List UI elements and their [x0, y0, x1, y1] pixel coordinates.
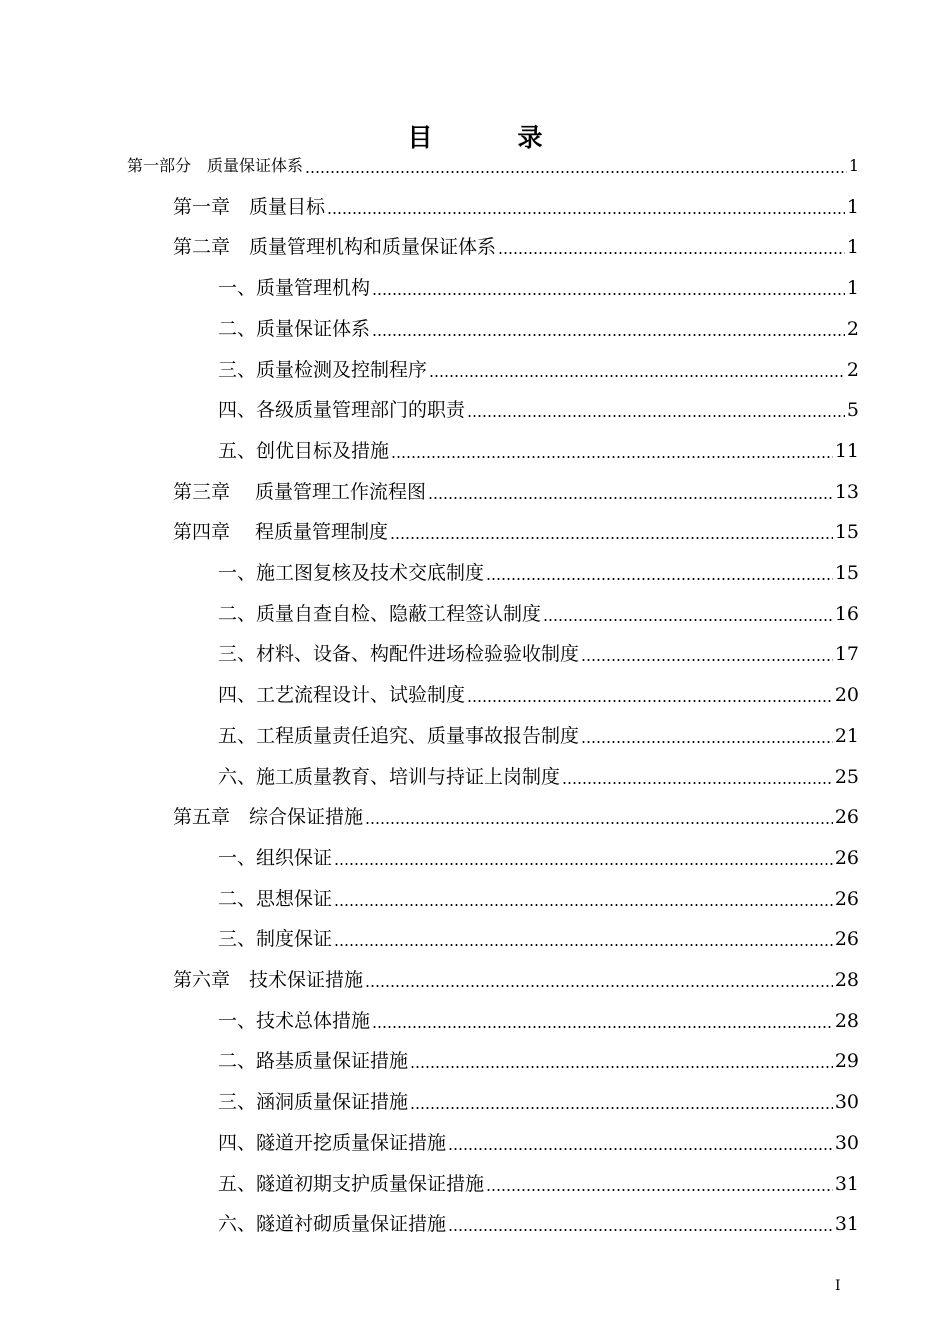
toc-entry-label: 二、思想保证 [218, 887, 333, 910]
dot-leader [448, 1222, 833, 1232]
footer-page-number: I [835, 1278, 841, 1294]
toc-entry[interactable] [218, 1130, 859, 1156]
dot-leader [410, 1100, 833, 1110]
toc-entry-page-number: 15 [834, 562, 859, 584]
toc-entry[interactable] [218, 601, 859, 627]
toc-entry[interactable] [127, 153, 859, 179]
toc-entry[interactable] [173, 519, 859, 545]
toc-entry-label: 四、工艺流程设计、试验制度 [218, 684, 466, 707]
toc-entry-page-number: 2 [846, 317, 859, 340]
toc-entry-page-number: 1 [846, 236, 859, 259]
toc-entry-page-number: 26 [834, 928, 859, 951]
toc-entry-label: 第三章 质量管理工作流程图 [173, 480, 427, 503]
toc-entry-label: 二、质量自查自检、隐蔽工程签认制度 [218, 602, 542, 625]
toc-entry[interactable] [218, 764, 859, 790]
toc-entry[interactable] [218, 1211, 859, 1237]
toc-entry-label: 第一部分 质量保证体系 [127, 156, 304, 175]
toc-entry-label: 三、质量检测及控制程序 [218, 358, 428, 381]
toc-entry-label: 一、施工图复核及技术交底制度 [218, 562, 485, 584]
dot-leader [390, 530, 833, 540]
toc-entry-page-number: 1 [846, 277, 859, 300]
toc-entry-page-number: 29 [834, 1050, 859, 1073]
dot-leader [372, 286, 845, 296]
toc-entry-label: 三、制度保证 [218, 928, 333, 951]
toc-entry-label: 一、技术总体措施 [218, 1009, 371, 1032]
toc-entry-label: 二、质量保证体系 [218, 317, 371, 340]
dot-leader [365, 815, 833, 825]
dot-leader [429, 368, 845, 378]
toc-entry[interactable] [218, 1171, 859, 1197]
dot-leader [365, 978, 833, 988]
toc-entry-page-number: 30 [834, 1131, 859, 1154]
toc-entry[interactable] [218, 723, 859, 749]
toc-entry-page-number: 11 [834, 439, 859, 462]
toc-entry[interactable] [218, 682, 859, 708]
dot-leader [372, 1019, 833, 1029]
toc-entry-page-number: 31 [834, 1213, 859, 1236]
toc-entry-label: 四、隧道开挖质量保证措施 [218, 1131, 447, 1154]
toc-entry[interactable] [218, 357, 859, 383]
toc-entry-page-number: 28 [834, 969, 859, 991]
toc-entry[interactable] [218, 1008, 859, 1034]
toc-entry-page-number: 26 [834, 887, 859, 910]
toc-entry-page-number: 2 [846, 358, 859, 381]
toc-entry-page-number: 25 [834, 765, 859, 788]
toc-entry-label: 三、材料、设备、构配件进场检验验收制度 [218, 643, 580, 666]
dot-leader [448, 1141, 833, 1151]
dot-leader [428, 490, 833, 500]
toc-entry[interactable] [218, 560, 859, 586]
dot-leader [486, 571, 833, 581]
toc-entry-label: 第五章 综合保证措施 [173, 806, 364, 829]
toc-entry-page-number: 15 [834, 521, 859, 544]
page-title: 目 录 [407, 123, 573, 152]
toc-entry-label: 一、组织保证 [218, 846, 333, 869]
toc-entry-page-number: 30 [834, 1091, 859, 1114]
toc-entry-label: 三、涵洞质量保证措施 [218, 1091, 409, 1114]
toc-entry-label: 第六章 技术保证措施 [173, 969, 364, 991]
toc-entry-label: 第二章 质量管理机构和质量保证体系 [173, 236, 497, 259]
toc-entry[interactable] [218, 641, 859, 667]
toc-entry-page-number: 5 [846, 399, 859, 422]
dot-leader [391, 449, 833, 459]
toc-entry[interactable] [218, 316, 859, 342]
toc-entry-label: 六、施工质量教育、培训与持证上岗制度 [218, 765, 561, 788]
toc-entry-label: 第一章 质量目标 [173, 195, 326, 218]
toc-entry[interactable] [173, 804, 859, 830]
toc-entry[interactable] [218, 1089, 859, 1115]
toc-entry-page-number: 16 [834, 602, 859, 625]
dot-leader [327, 205, 845, 215]
toc-entry-label: 六、隧道衬砌质量保证措施 [218, 1213, 447, 1236]
toc-entry-page-number: 17 [834, 643, 859, 666]
toc-entry[interactable] [218, 886, 859, 912]
toc-entry-page-number: 26 [834, 806, 859, 829]
toc-entry-page-number: 1 [848, 156, 859, 175]
toc-entry-page-number: 31 [834, 1172, 859, 1195]
dot-leader [581, 734, 833, 744]
dot-leader [410, 1059, 833, 1069]
toc-entry[interactable] [218, 397, 859, 423]
dot-leader [543, 612, 833, 622]
dot-leader [467, 693, 833, 703]
toc-entry[interactable] [173, 479, 859, 505]
toc-entry-page-number: 26 [834, 846, 859, 869]
toc-entry[interactable] [173, 234, 859, 260]
toc-entry-label: 二、路基质量保证措施 [218, 1050, 409, 1073]
dot-leader [581, 652, 833, 662]
toc-entry-label: 五、工程质量责任追究、质量事故报告制度 [218, 724, 580, 747]
toc-entry-page-number: 1 [846, 195, 859, 218]
toc-entry[interactable] [218, 845, 859, 871]
toc-entry-page-number: 28 [834, 1009, 859, 1032]
toc-entry[interactable] [218, 1048, 859, 1074]
dot-leader [372, 327, 845, 337]
toc-entry-label: 五、创优目标及措施 [218, 439, 390, 462]
toc-entry-label: 第四章 程质量管理制度 [173, 521, 389, 544]
toc-entry-page-number: 21 [834, 724, 859, 747]
toc-entry[interactable] [218, 275, 859, 301]
toc-entry-page-number: 13 [834, 480, 859, 503]
dot-leader [334, 856, 833, 866]
toc-entry[interactable] [218, 926, 859, 952]
toc-entry[interactable] [173, 194, 859, 220]
dot-leader [305, 164, 847, 174]
toc-entry[interactable] [218, 438, 859, 464]
toc-entry-page-number: 20 [834, 684, 859, 707]
dot-leader [498, 245, 845, 255]
dot-leader [334, 897, 833, 907]
dot-leader [467, 408, 845, 418]
toc-entry[interactable] [173, 967, 859, 993]
dot-leader [486, 1182, 833, 1192]
toc-entry-label: 四、各级质量管理部门的职责 [218, 399, 466, 422]
dot-leader [562, 775, 833, 785]
toc-entry-label: 五、隧道初期支护质量保证措施 [218, 1172, 485, 1195]
toc-entry-label: 一、质量管理机构 [218, 277, 371, 300]
dot-leader [334, 937, 833, 947]
